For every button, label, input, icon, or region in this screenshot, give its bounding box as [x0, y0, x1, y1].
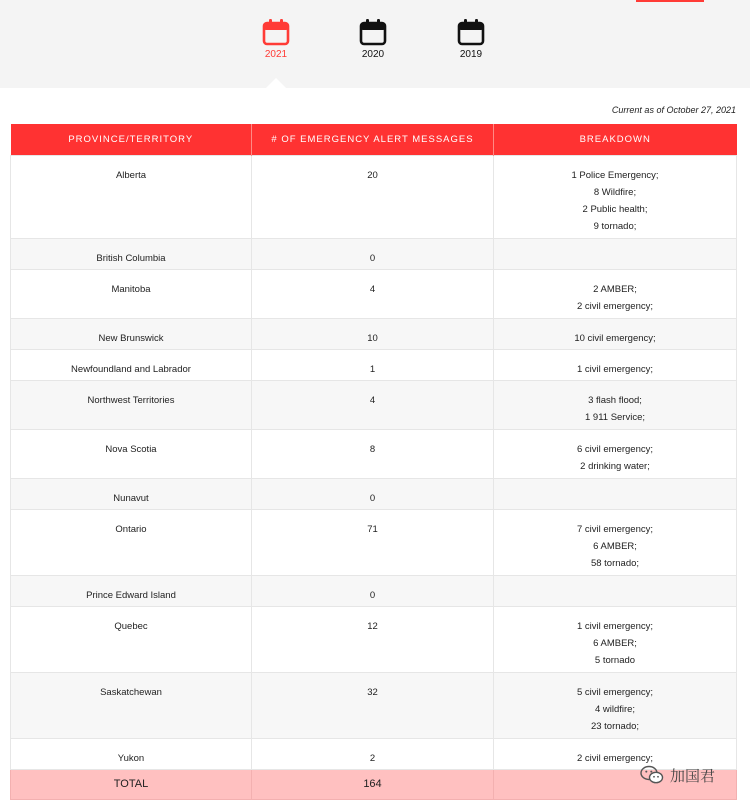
- table-row: [11, 269, 737, 318]
- breakdown-line: 8 Wildfire;: [593, 186, 637, 198]
- breakdown-line: 5 tornado: [594, 654, 636, 666]
- breakdown-line: 9 tornado;: [593, 220, 637, 232]
- breakdown-line: 1 911 Service;: [584, 411, 646, 423]
- calendar-icon: [262, 18, 290, 46]
- table-row: [11, 575, 737, 606]
- province-cell: Newfoundland and Labrador: [11, 349, 252, 380]
- table-row: [11, 478, 737, 509]
- message-count-cell: 32: [252, 672, 494, 738]
- table-row: [11, 349, 737, 380]
- breakdown-line: 2 AMBER;: [593, 283, 637, 295]
- table-row: [11, 238, 737, 269]
- province-cell: Saskatchewan: [11, 672, 252, 738]
- message-count-cell: 0: [252, 478, 494, 509]
- year-tab-label: 2019: [459, 49, 483, 60]
- province-cell: British Columbia: [11, 238, 252, 269]
- province-cell: Quebec: [11, 606, 252, 672]
- table-row: [11, 738, 737, 769]
- breakdown-line: 2 Public health;: [582, 203, 648, 215]
- breakdown-line: 6 AMBER;: [593, 540, 637, 552]
- table-row: [11, 672, 737, 738]
- breakdown-line: 23 tornado;: [590, 720, 640, 732]
- message-count-cell: 12: [252, 606, 494, 672]
- breakdown-line: 10 civil emergency;: [574, 332, 656, 344]
- message-count-cell: 8: [252, 429, 494, 478]
- breakdown-cell: [494, 509, 737, 575]
- message-count-cell: 2: [252, 738, 494, 769]
- total-label: TOTAL: [11, 769, 252, 799]
- province-cell: New Brunswick: [11, 318, 252, 349]
- year-tab-label: 2021: [264, 49, 288, 60]
- wechat-icon: [640, 765, 664, 785]
- as-of-date: Current as of October 27, 2021: [611, 105, 736, 115]
- breakdown-line: 4 wildfire;: [594, 703, 636, 715]
- header-message-count: # OF EMERGENCY ALERT MESSAGES: [252, 124, 494, 155]
- breakdown-line: 1 civil emergency;: [576, 363, 654, 375]
- message-count-cell: 0: [252, 575, 494, 606]
- breakdown-line: 7 civil emergency;: [576, 523, 654, 535]
- province-cell: Nunavut: [11, 478, 252, 509]
- active-tab-pointer: [266, 78, 286, 88]
- breakdown-line: 1 civil emergency;: [576, 620, 654, 632]
- message-count-cell: 1: [252, 349, 494, 380]
- header-province: PROVINCE/TERRITORY: [11, 124, 252, 155]
- table-row: [11, 429, 737, 478]
- breakdown-line: 6 civil emergency;: [576, 443, 654, 455]
- breakdown-line: 1 Police Emergency;: [571, 169, 659, 181]
- calendar-icon: [359, 18, 387, 46]
- breakdown-cell: [494, 318, 737, 349]
- province-cell: Nova Scotia: [11, 429, 252, 478]
- message-count-cell: 71: [252, 509, 494, 575]
- table-row: [11, 380, 737, 429]
- watermark-text: 加国君: [670, 767, 716, 785]
- breakdown-cell: [494, 478, 737, 509]
- province-cell: Ontario: [11, 509, 252, 575]
- breakdown-line: 2 civil emergency;: [576, 300, 654, 312]
- emergency-alerts-table: [10, 124, 737, 800]
- total-count: 164: [252, 769, 494, 799]
- top-accent-line: [636, 0, 704, 2]
- year-tab-label: 2020: [361, 49, 385, 60]
- breakdown-cell: [494, 155, 737, 238]
- message-count-cell: 4: [252, 380, 494, 429]
- province-cell: Manitoba: [11, 269, 252, 318]
- table-row: [11, 318, 737, 349]
- breakdown-line: 2 drinking water;: [580, 460, 650, 472]
- table-row: [11, 509, 737, 575]
- header-breakdown: BREAKDOWN: [494, 124, 737, 155]
- year-tab-2020[interactable]: [343, 18, 403, 60]
- breakdown-line: 3 flash flood;: [588, 394, 642, 406]
- table-row: [11, 606, 737, 672]
- total-row: [11, 769, 737, 799]
- breakdown-cell: [494, 238, 737, 269]
- table-row: [11, 155, 737, 238]
- province-cell: Prince Edward Island: [11, 575, 252, 606]
- breakdown-line: 6 AMBER;: [593, 637, 637, 649]
- breakdown-cell: [494, 380, 737, 429]
- breakdown-cell: [494, 672, 737, 738]
- breakdown-cell: [494, 349, 737, 380]
- province-cell: Alberta: [11, 155, 252, 238]
- message-count-cell: 10: [252, 318, 494, 349]
- breakdown-line: 5 civil emergency;: [576, 686, 654, 698]
- breakdown-cell: [494, 269, 737, 318]
- breakdown-cell: [494, 575, 737, 606]
- province-cell: Northwest Territories: [11, 380, 252, 429]
- breakdown-cell: [494, 606, 737, 672]
- year-tab-2021[interactable]: [246, 18, 306, 60]
- breakdown-line: 2 civil emergency;: [576, 752, 654, 764]
- message-count-cell: 0: [252, 238, 494, 269]
- breakdown-cell: [494, 429, 737, 478]
- watermark: [640, 762, 715, 788]
- calendar-icon: [457, 18, 485, 46]
- message-count-cell: 4: [252, 269, 494, 318]
- province-cell: Yukon: [11, 738, 252, 769]
- year-tab-2019[interactable]: [441, 18, 501, 60]
- table-header-row: [11, 124, 737, 155]
- message-count-cell: 20: [252, 155, 494, 238]
- breakdown-line: 58 tornado;: [590, 557, 640, 569]
